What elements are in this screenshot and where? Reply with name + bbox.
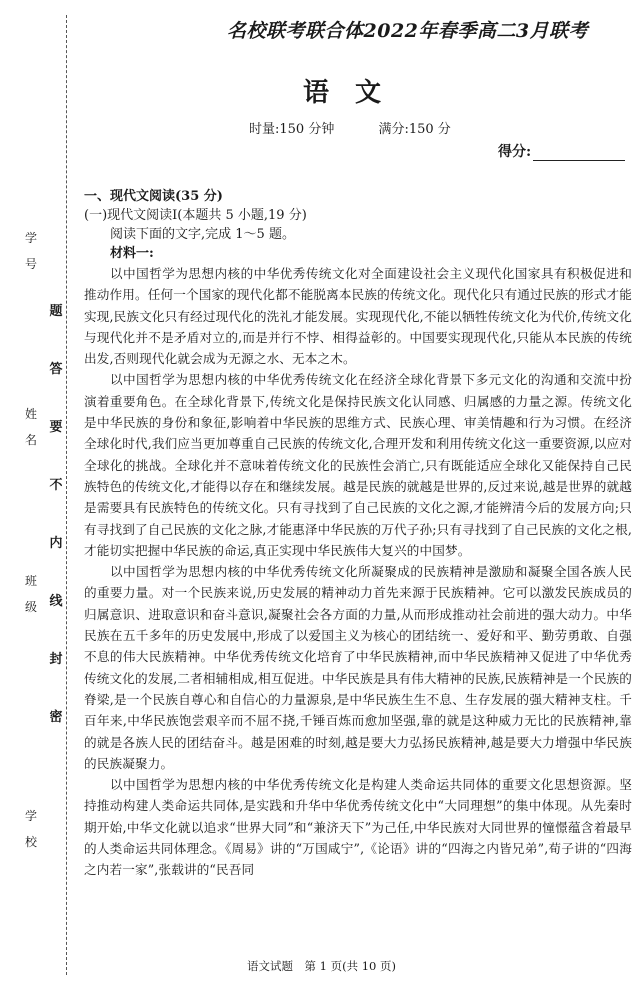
student-id-field [22, 232, 40, 271]
paragraph: 以中国哲学为思想内核的中华优秀传统文化在经济全球化背景下多元文化的沟通和交流中扮演着重要角色。在全球化背景下,传统文化是保持民族文化认同感、归属感的力量之源。传统文化是中华民族的身份和象征,影响着中华民族的思维方式、民族心理、审美情趣和行为习惯。在经济全球化时代,我们应当更加尊重自己民族的传统文化,合理开发和利用传统文化这一重要资源,以应对全球化的挑战。全球化并不意味着传统文化的民族性会消亡,只有既能适应全球化又能保持自己民族特色的传统文化,才能得以存在和继续发展。越是民族的就越是世界的,反过来说,越是世界的就越是需要具有民族特色的传统文化。只有寻找到了自己民族的文化之源,才能辨清今后的发展方向;只有寻找到了自己民族的文化之脉,才能惠泽中华民族的万代子孙;只有寻找到了自己民族的文化之根,才能切实把握中华民族的命运,真正实现中华民族伟大复兴的中国梦。 [84, 372, 632, 558]
seal-char: 要 [49, 420, 63, 435]
class-label-1: 班 [24, 574, 37, 588]
reading-section [84, 187, 632, 881]
time-limit: 时量:150 分钟 [249, 122, 335, 137]
class-label-2: 级 [24, 600, 37, 614]
student-id-label-2: 号 [24, 257, 37, 271]
subject-title: 语文 [302, 78, 407, 108]
page-footer: 语文试题 第 1 页(共 10 页) [246, 959, 397, 973]
instruction: 阅读下面的文字,完成 1～5 题。 [110, 227, 295, 242]
paragraph: 以中国哲学为思想内核的中华优秀传统文化是构建人类命运共同体的重要文化思想资源。坚持推动构建人类命运共同体,是实践和升华中华优秀传统文化中“大同理想”的集中体现。从先秦时期开始,中华文化就以追求“世界大同”和“兼济天下”为己任,中华民族对大同世界的憧憬蕴含着最早的人类命运共同体理念。《周易》讲的“万国咸宁”,《论语》讲的“四海之内皆兄弟”,荀子讲的“四海之内若一家”,张载讲的“民吾同 [84, 777, 632, 878]
student-id-label-1: 学 [24, 231, 37, 245]
school-field [22, 810, 40, 849]
paragraph: 以中国哲学为思想内核的中华优秀传统文化对全面建设社会主义现代化国家具有积极促进和推动作用。任何一个国家的现代化都不能脱离本民族的传统文化。现代化只有通过民族的形式才能实现,民族文化只有经过现代化的洗礼才能发展。实现现代化,不能以牺牲传统文化为代价,传统文化与现代化并不是矛盾对立的,而是并行不悖、相得益彰的。中国要实现现代化,只能从本民族的传统出发,否则现代化就会成为无源之水、无本之木。 [84, 266, 632, 367]
seal-char: 不 [49, 478, 63, 493]
school-label-1: 学 [24, 809, 37, 823]
name-label-2: 名 [24, 433, 37, 447]
seal-char: 封 [49, 652, 63, 667]
score-field[interactable] [498, 141, 625, 161]
score-label: 得分: [498, 144, 532, 160]
name-field [22, 408, 40, 447]
seal-char: 线 [49, 594, 63, 609]
binding-margin [0, 0, 78, 987]
class-field [22, 575, 40, 614]
seal-char: 内 [49, 536, 63, 551]
name-label-1: 姓 [24, 407, 37, 421]
full-score: 满分:150 分 [378, 122, 451, 137]
seal-char: 答 [49, 362, 63, 377]
paragraph: 以中国哲学为思想内核的中华优秀传统文化所凝聚成的民族精神是激励和凝聚全国各族人民的重要力量。对一个民族来说,历史发展的精神动力首先来源于民族精神。它可以激发民族成员的归属意识、进取意识和奋斗意识,凝聚社会各方面的力量,从而形成推动社会前进的强大动力。中华民族在五千多年的历史发展中,形成了以爱国主义为核心的团结统一、爱好和平、勤劳勇敢、自强不息的伟大民族精神。中华优秀传统文化培育了中华民族精神,而中华民族精神又促进了中华优秀传统文化的发展,二者相辅相成,相互促进。中华民族是具有伟大精神的民族,民族精神是一个民族的脊梁,是一个民族自尊心和自信心的力量源泉,是中华民族生生不息、生存发展的强大精神支柱。千百年来,中华民族饱尝艰辛而不屈不挠,千锤百炼而愈加坚强,靠的就是这种威力无比的民族精神,靠的就是各族人民的团结奋斗。越是困难的时刻,越是要大力弘扬民族精神,越是要大力增强中华民族的民族凝聚力。 [84, 564, 632, 771]
exam-meta [249, 118, 491, 137]
sub-heading: (一)现代文阅读Ⅰ(本题共 5 小题,19 分) [84, 208, 307, 223]
score-blank[interactable] [533, 146, 625, 161]
seal-dashed-line [66, 15, 67, 975]
seal-char: 题 [49, 304, 63, 319]
school-label-2: 校 [24, 835, 37, 849]
material-label: 材料一: [110, 246, 154, 261]
exam-title: 名校联考联合体2022年春季高二3月联考 [227, 20, 589, 42]
section-heading: 一、现代文阅读(35 分) [84, 189, 223, 204]
seal-char: 密 [49, 710, 63, 725]
